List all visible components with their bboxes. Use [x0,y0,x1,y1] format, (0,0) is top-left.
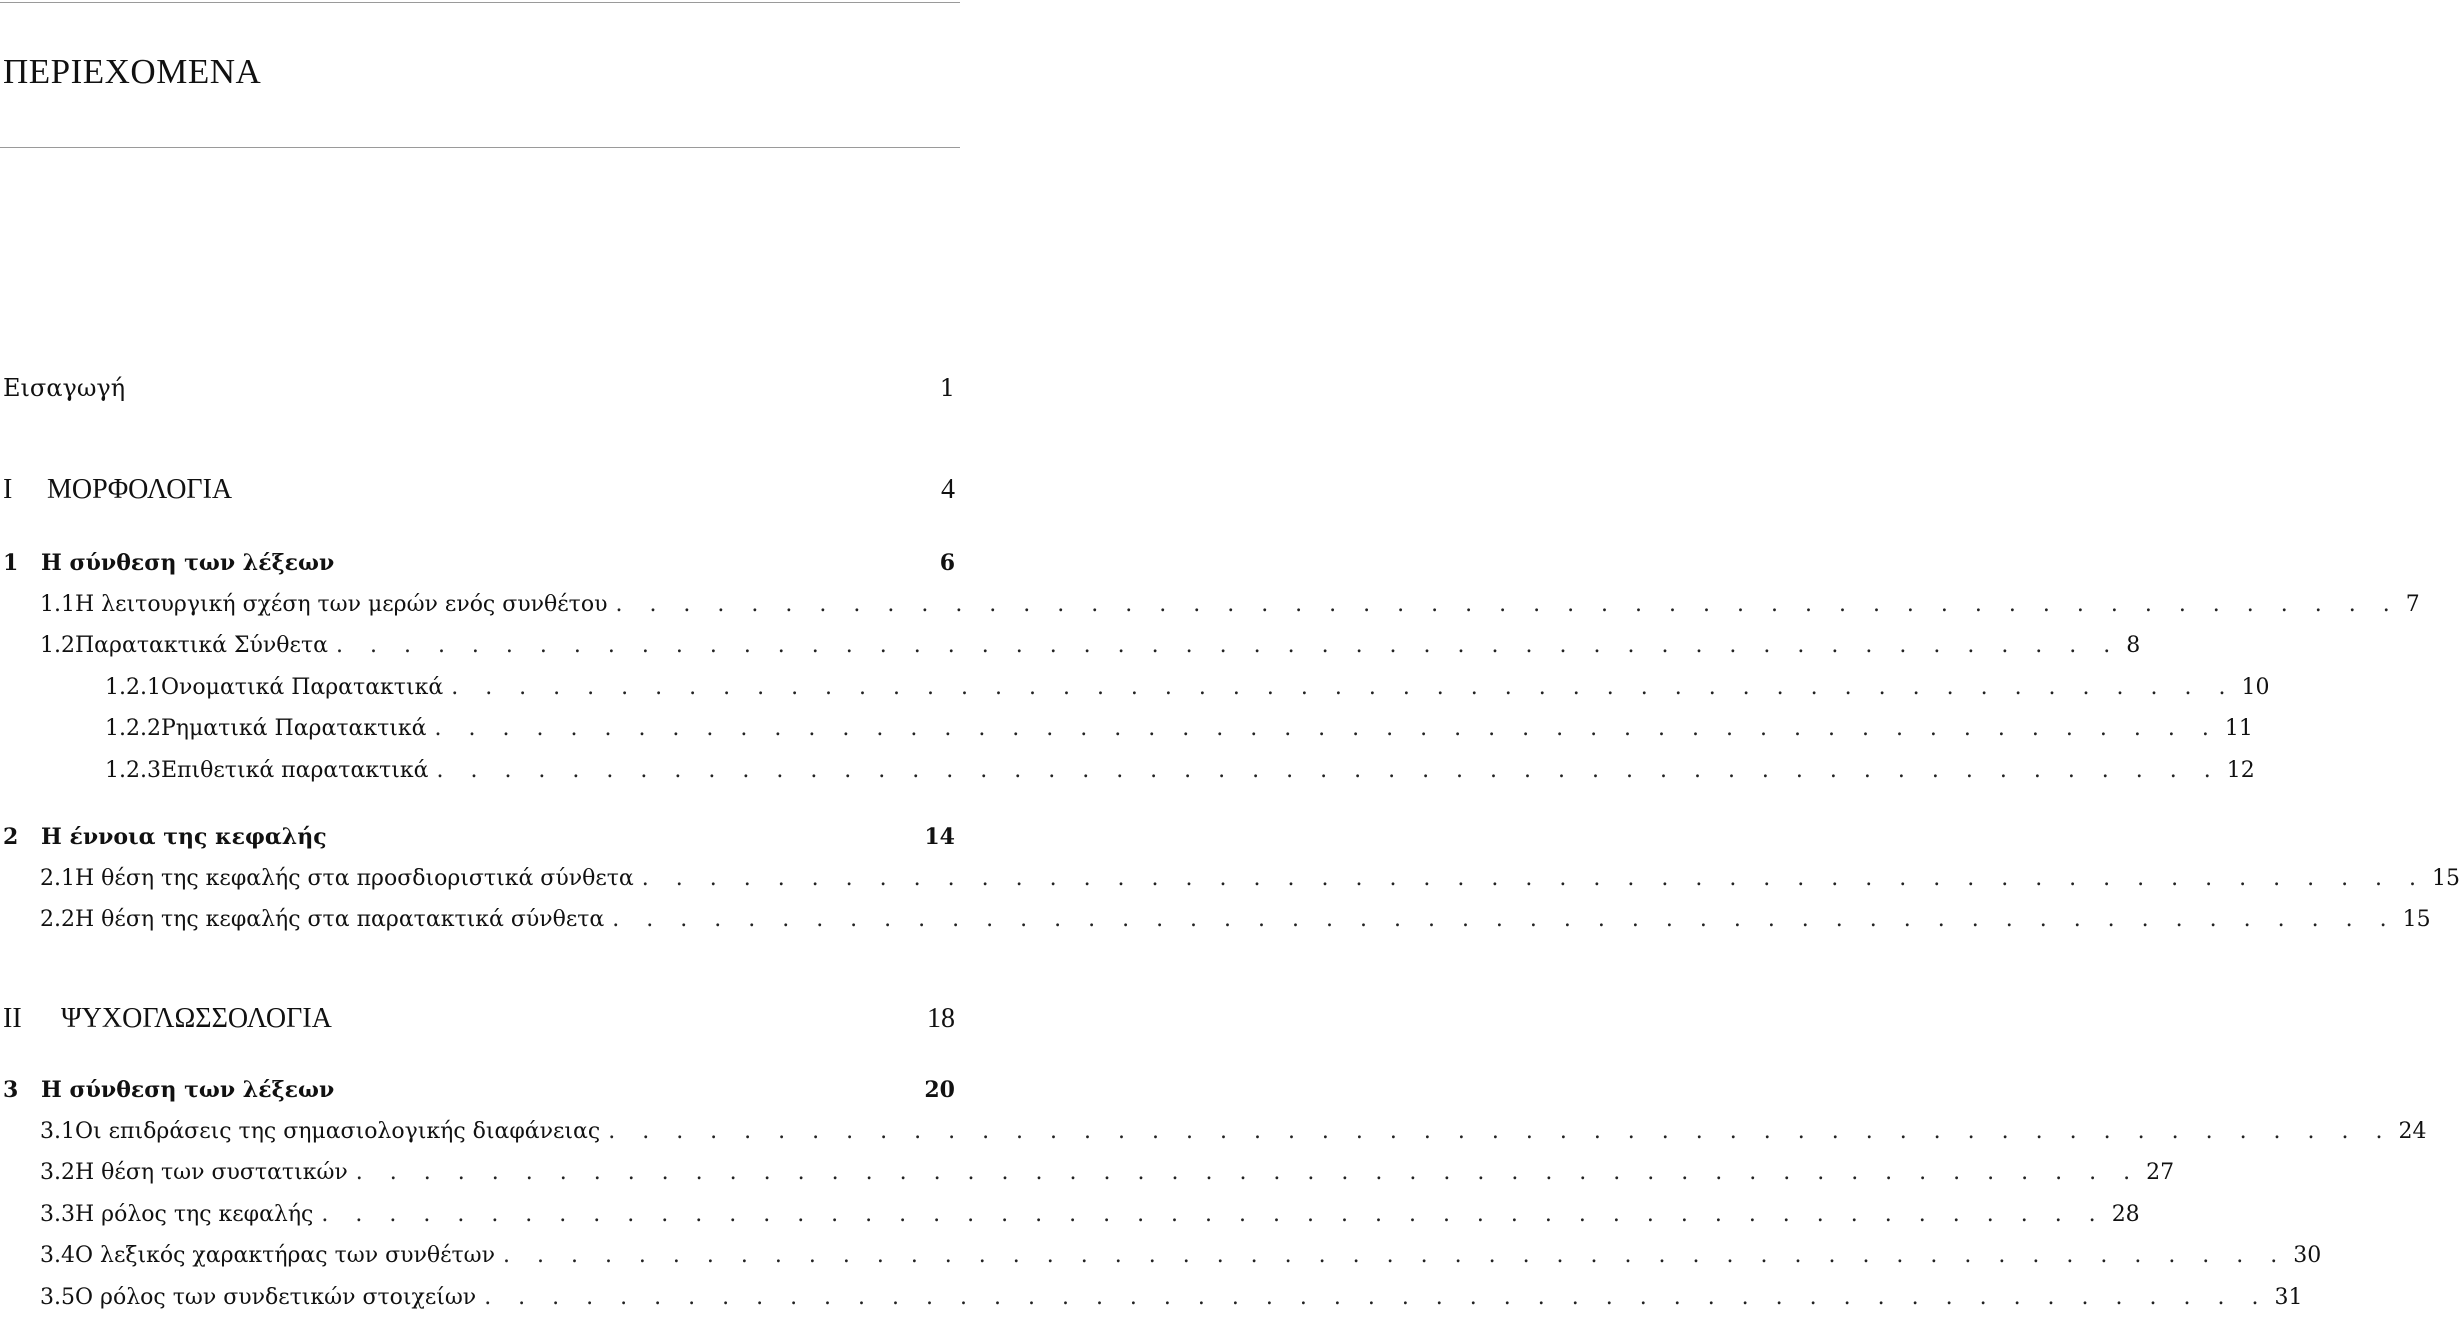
toc-entry-number: 3.2 [40,1160,75,1185]
toc-entry-number: 3.3 [40,1202,75,1227]
toc-entry-number: 1.2 [40,633,75,658]
toc-entry-section-1-2-1[interactable] [105,675,2270,700]
toc-entry-number: 3.4 [40,1243,75,1268]
leader-dots: . . . . . . . . . . . . . . . . . . . . . . . . . . . . . . . . . . . . . . . . . . . . . . . . . . . . . [484,1285,2269,1310]
toc-entry-page: 1 [939,374,955,402]
top-rule [0,2,960,3]
toc-entry-label: Η θέση της κεφαλής στα προσδιοριστικά σύνθετα [75,866,634,891]
toc-entry-label: Η σύνθεση των λέξεων [41,1077,335,1103]
toc-entry-number: II [3,1003,22,1034]
toc-entry-number: 1.2.1 [105,675,161,700]
toc-entry-label: Επιθετικά παρατακτικά [160,758,429,783]
toc-entry-section-3-2[interactable] [40,1160,2175,1185]
toc-entry-page: 24 [2398,1119,2427,1144]
toc-entry-page: 14 [924,824,955,850]
leader-dots: . . . . . . . . . . . . . . . . . . . . . . . . . . . . . . . . . . . . . . . . . . . . . . . . . . . . . [641,866,2427,891]
toc-entry-number: 1.1 [40,592,75,617]
toc-entry-page: 31 [2274,1285,2303,1310]
toc-entry-label: Ονοματικά Παρατακτικά [160,675,444,700]
toc-entry-section-1-2-3[interactable] [105,758,2255,783]
toc-entry-number: 1.2.2 [105,716,161,741]
toc-entry-number: 2.1 [40,866,75,891]
toc-entry-page: 10 [2241,675,2270,700]
toc-entry-chapter-1[interactable] [3,550,955,576]
toc-entry-chapter-2[interactable] [3,824,955,850]
leader-dots: . . . . . . . . . . . . . . . . . . . . . . . . . . . . . . . . . . . . . . . . . . . . . . . . . . . . . [335,633,2121,658]
leader-dots: . . . . . . . . . . . . . . . . . . . . . . . . . . . . . . . . . . . . . . . . . . . . . . . . . . . . . [321,1202,2106,1227]
toc-entry-number: 2.2 [40,907,75,932]
toc-entry-page: 27 [2146,1160,2175,1185]
toc-entry-label: Ο λεξικός χαρακτήρας των συνθέτων [75,1243,495,1268]
toc-entry-label: ΜΟΡΦΟΛΟΓΙΑ [47,474,233,505]
toc-entry-page: 15 [2432,866,2460,891]
toc-entry-part-1[interactable] [3,474,955,506]
leader-dots: . . . . . . . . . . . . . . . . . . . . . . . . . . . . . . . . . . . . . . . . . . . . . . . . . . . . . [434,716,2219,741]
toc-entry-label: Ρηματικά Παρατακτικά [160,716,427,741]
toc-entry-section-1-1[interactable] [40,592,2420,617]
toc-entry-number: 3.5 [40,1285,75,1310]
toc-entry-section-1-2-2[interactable] [105,716,2253,741]
toc-entry-number: 1 [3,550,19,576]
toc-entry-number: I [3,474,13,505]
toc-entry-section-3-3[interactable] [40,1202,2140,1227]
toc-entry-number: 3 [3,1077,19,1103]
toc-entry-page: 4 [941,474,955,505]
toc-entry-chapter-3[interactable] [3,1077,955,1103]
toc-entry-page: 12 [2226,758,2255,783]
toc-entry-page: 30 [2293,1243,2322,1268]
toc-entry-number: 2 [3,824,19,850]
toc-entry-page: 6 [939,550,955,576]
toc-entry-label: Η θέση της κεφαλής στα παρατακτικά σύνθετα [75,907,605,932]
leader-dots: . . . . . . . . . . . . . . . . . . . . . . . . . . . . . . . . . . . . . . . . . . . . . . . . . . . . . [502,1243,2288,1268]
toc-entry-label: Η θέση των συστατικών [75,1160,348,1185]
toc-entry-number: 3.1 [40,1119,75,1144]
toc-entry-label: Η ρόλος της κεφαλής [75,1202,314,1227]
toc-entry-label: Εισαγωγή [3,374,126,402]
toc-entry-section-3-4[interactable] [40,1243,2322,1268]
toc-entry-page: 15 [2402,907,2431,932]
page-title: ΠΕΡΙΕΧΟΜΕΝΑ [3,52,262,91]
toc-entry-label: ΨΥΧΟΓΛΩΣΣΟΛΟΓΙΑ [61,1003,332,1034]
toc-entry-intro[interactable] [3,374,955,402]
toc-entry-section-1-2[interactable] [40,633,2141,658]
leader-dots: . . . . . . . . . . . . . . . . . . . . . . . . . . . . . . . . . . . . . . . . . . . . . . . . . . . . . [451,675,2236,700]
toc-entry-label: Η σύνθεση των λέξεων [41,550,335,576]
toc-entry-section-3-5[interactable] [40,1285,2303,1310]
title-rule [0,147,960,148]
toc-entry-section-3-1[interactable] [40,1119,2427,1144]
leader-dots: . . . . . . . . . . . . . . . . . . . . . . . . . . . . . . . . . . . . . . . . . . . . . . . . . . . . . [608,1119,2393,1144]
leader-dots: . . . . . . . . . . . . . . . . . . . . . . . . . . . . . . . . . . . . . . . . . . . . . . . . . . . . . [436,758,2221,783]
toc-entry-page: 28 [2111,1202,2140,1227]
toc-entry-label: Παρατακτικά Σύνθετα [75,633,328,658]
toc-entry-section-2-1[interactable] [40,866,2460,891]
toc-entry-part-2[interactable] [3,1003,955,1035]
toc-entry-label: Η λειτουργική σχέση των μερών ενός συνθέτου [75,592,608,617]
toc-entry-page: 7 [2405,592,2420,617]
toc-entry-label: Ο ρόλος των συνδετικών στοιχείων [75,1285,477,1310]
leader-dots: . . . . . . . . . . . . . . . . . . . . . . . . . . . . . . . . . . . . . . . . . . . . . . . . . . . . . [612,907,2397,932]
toc-entry-section-2-2[interactable] [40,907,2431,932]
toc-entry-label: Οι επιδράσεις της σημασιολογικής διαφάνειας [75,1119,601,1144]
toc-entry-page: 8 [2126,633,2141,658]
toc-entry-page: 11 [2224,716,2253,741]
leader-dots: . . . . . . . . . . . . . . . . . . . . . . . . . . . . . . . . . . . . . . . . . . . . . . . . . . . . . [355,1160,2141,1185]
toc-entry-number: 1.2.3 [105,758,161,783]
toc-entry-page: 18 [927,1003,955,1034]
leader-dots: . . . . . . . . . . . . . . . . . . . . . . . . . . . . . . . . . . . . . . . . . . . . . . . . . . . . . [615,592,2400,617]
toc-entry-page: 20 [924,1077,955,1103]
toc-entry-label: Η έννοια της κεφαλής [41,824,327,850]
